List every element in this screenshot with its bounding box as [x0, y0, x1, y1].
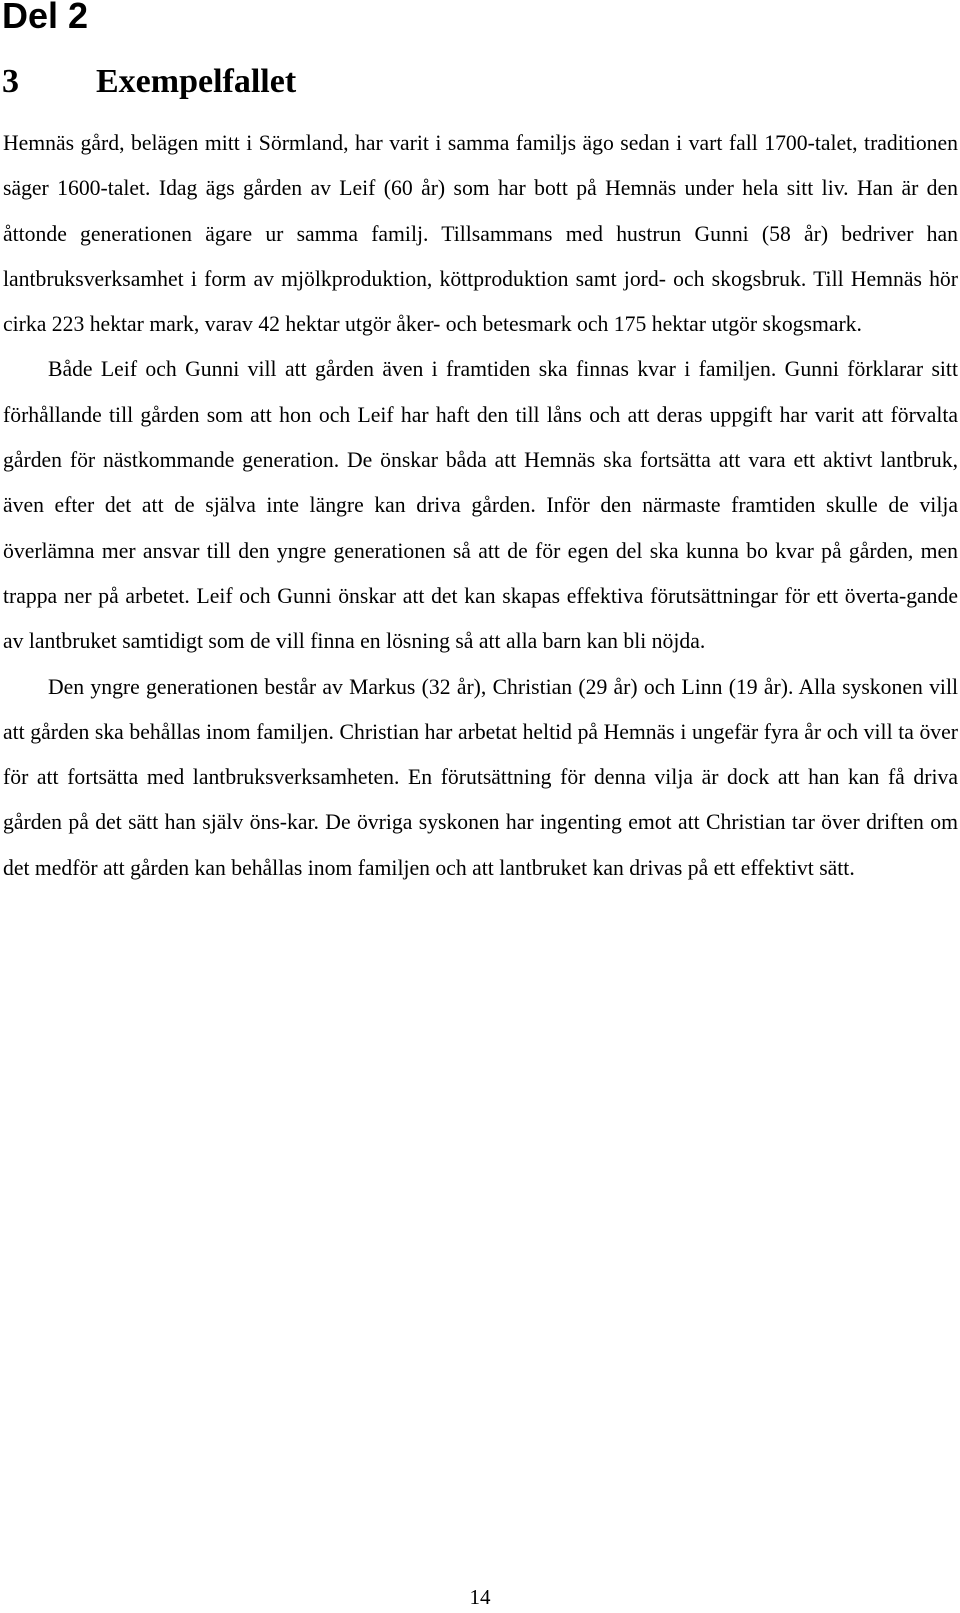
- paragraph-farm-intro: Hemnäs gård, belägen mitt i Sörmland, har varit i samma familjs ägo sedan i vart fall 1700-talet, traditionen säger 1600-talet. Idag ägs gården av Leif (60 år) som har bott på Hemnäs under hela sitt liv. Han är den åttonde generationen ägare ur samma familj. Tillsammans med hustrun Gunni (58 år) bedriver han lantbruksverksamhet i form av mjölkproduktion, köttproduktion samt jord- och skogsbruk. Till Hemnäs hör cirka 223 hektar mark, varav 42 hektar utgör åker- och betesmark och 175 hektar utgör skogsmark.: [3, 131, 958, 337]
- part-heading: Del 2: [2, 0, 89, 36]
- body-text: [3, 121, 958, 891]
- chapter-heading: [2, 60, 296, 104]
- paragraph-younger-generation: Den yngre generationen består av Markus (32 år), Christian (29 år) och Linn (19 år). Alla syskonen vill att gården ska behållas inom familjen. Christian har arbetat heltid på Hemnäs i ungefär fyra år och vill ta över för att fortsätta med lantbruksverksamheten. En förutsättning för denna vilja är dock att han kan få driva gården på det sätt han själv öns-kar. De övriga syskonen har ingenting emot att Christian tar över driften om det medför att gården kan behållas inom familjen och att lantbruket kan drivas på ett effektivt sätt.: [3, 674, 958, 880]
- page-number: 14: [469, 1585, 491, 1609]
- chapter-number: 3: [2, 63, 19, 100]
- paragraph-owners-wishes: Både Leif och Gunni vill att gården även i framtiden ska finnas kvar i familjen. Gunni förklarar sitt förhållande till gården som att hon och Leif har haft den till låns och att deras uppgift har varit att förvalta gården för nästkommande generation. De önskar båda att Hemnäs ska fortsätta att vara ett aktivt lantbruk, även efter det att de själva inte längre kan driva gården. Inför den närmaste framtiden skulle de vilja överlämna mer ansvar till den yngre generationen så att de för egen del ska kunna bo kvar på gården, men trappa ner på arbetet. Leif och Gunni önskar att det kan skapas effektiva förutsättningar för ett överta-gande av lantbruket samtidigt som de vill finna en lösning så att alla barn kan bli nöjda.: [3, 357, 958, 654]
- chapter-title: Exempelfallet: [96, 63, 297, 100]
